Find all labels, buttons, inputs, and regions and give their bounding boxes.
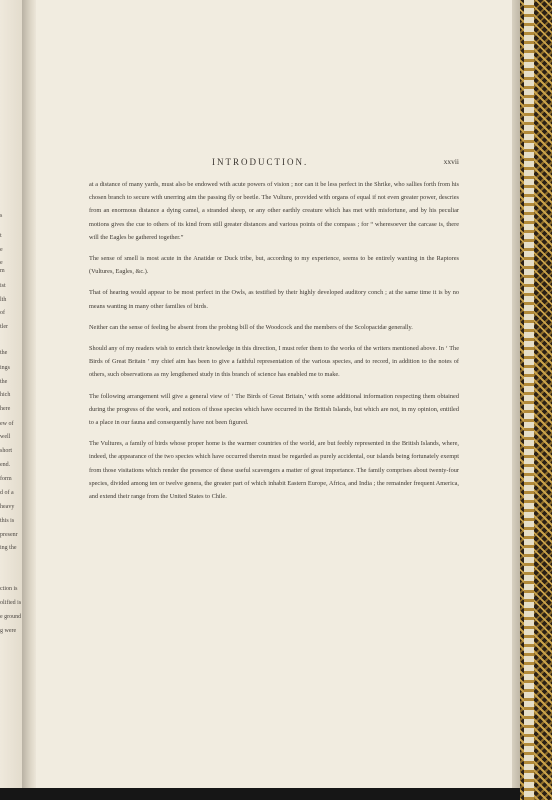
page-number: xxvii	[443, 157, 459, 166]
decorative-binding	[520, 0, 552, 800]
facing-page-fragment: well	[0, 434, 11, 440]
facing-page-fragment: e ground	[0, 614, 22, 620]
facing-page-fragment: ings	[0, 365, 11, 371]
facing-page-fragment: form	[0, 476, 12, 482]
paragraph-hearing: That of hearing would appear to be most perfect in the Owls, as testified by their highly developed auditory conch ; at the same time it is by no means wanting in many other families of birds.	[89, 289, 459, 310]
paragraph-vision: at a distance of many yards, must also be endowed with acute powers of vision ; nor can it be less perfect in the Shrike, who sallies forth from his chosen branch to secure with unerring aim the passing fly or beetle. The Vulture, provided with organs of equal if not even greater power, descries from an enormous distance a dying camel, a stranded sheep, or any other earthly creature which has met with misfortune, and by his peculiar motions gives the cue to others of its kind from still greater distances and various points of the compass ; for “ wheresoever the carcase is, there will the Eagles be gathered together.”	[89, 181, 459, 241]
facing-page-fragment: olified is	[0, 600, 22, 606]
facing-page-fragment: ction is	[0, 586, 18, 592]
book-gutter	[22, 0, 36, 800]
facing-page-fragment: here	[0, 406, 11, 412]
facing-page-fragment: ew of	[0, 421, 14, 427]
facing-page-fragment: s	[0, 213, 3, 219]
paragraph-vultures: The Vultures, a family of birds whose proper home is the warmer countries of the world, are but feebly represented in the British Islands, where, indeed, the appearance of the two species which have occurred therein must be regarded as purely accidental, our islands being fortunately exempt from those visitations which render the presence of these useful scavengers a matter of great importance. The family comprises about twenty-four species, divided among ten or twelve genera, the greater part of which inhabit Eastern Europe, Africa, and India ; the remainder frequent America, and extend their range from the United States to Chile.	[89, 440, 459, 501]
facing-page-fragment: d of a	[0, 490, 14, 496]
facing-page-fragment: this is	[0, 518, 15, 524]
facing-page-fragment: ist	[0, 283, 6, 289]
page-title: INTRODUCTION.	[212, 157, 309, 167]
facing-page-fragment: end.	[0, 462, 11, 468]
facing-page-fragment: presenr	[0, 532, 18, 538]
facing-page-fragment: m	[0, 268, 5, 274]
book-page	[36, 0, 512, 788]
facing-page-fragment: heavy	[0, 504, 15, 510]
paragraph-readers: Should any of my readers wish to enrich their knowledge in this direction, I must refer them to the works of the writers mentioned above. In ‘ The Birds of Great Britain ’ my chief aim has been to give a faithful representation of the various species, and to record, in addition to the notes of others, such observations as my lengthened study in this branch of science has enabled me to make.	[89, 345, 459, 379]
facing-page-fragment: t	[0, 233, 2, 239]
facing-page-fragment: e	[0, 260, 3, 266]
facing-page-fragment: short	[0, 448, 12, 454]
paragraph-smell: The sense of smell is most acute in the Anatidæ or Duck tribe, but, according to my experience, seems to be entirely wanting in the Raptores (Vultures, Eagles, &c.).	[89, 255, 459, 276]
facing-page-fragment: lth	[0, 297, 7, 303]
facing-page-fragment: e	[0, 247, 3, 253]
background-strip	[0, 788, 520, 800]
facing-page-fragment: hich	[0, 392, 11, 398]
facing-page-edge	[0, 0, 22, 800]
facing-page-fragment: tler	[0, 324, 8, 330]
binding-border	[524, 0, 534, 800]
facing-page-fragment: ing the	[0, 545, 17, 551]
facing-page-fragment: g were	[0, 628, 17, 634]
paragraph-feeling: Neither can the sense of feeling be absent from the probing bill of the Woodcock and the members of the Scolopacidæ generally.	[89, 323, 413, 331]
body-text	[89, 178, 459, 511]
facing-page-fragment: the	[0, 379, 8, 385]
paragraph-arrangement: The following arrangement will give a general view of ‘ The Birds of Great Britain,’ with some additional information respecting them obtained during the progress of the work, and notices of those species which have occurred in the British Islands, but which are not, in my opinion, entitled to a place in our fauna and consequently have not been figured.	[89, 392, 459, 427]
page-edge	[512, 0, 520, 788]
facing-page-fragment: of	[0, 310, 5, 316]
facing-page-fragment: the	[0, 350, 8, 356]
running-head	[36, 157, 512, 169]
